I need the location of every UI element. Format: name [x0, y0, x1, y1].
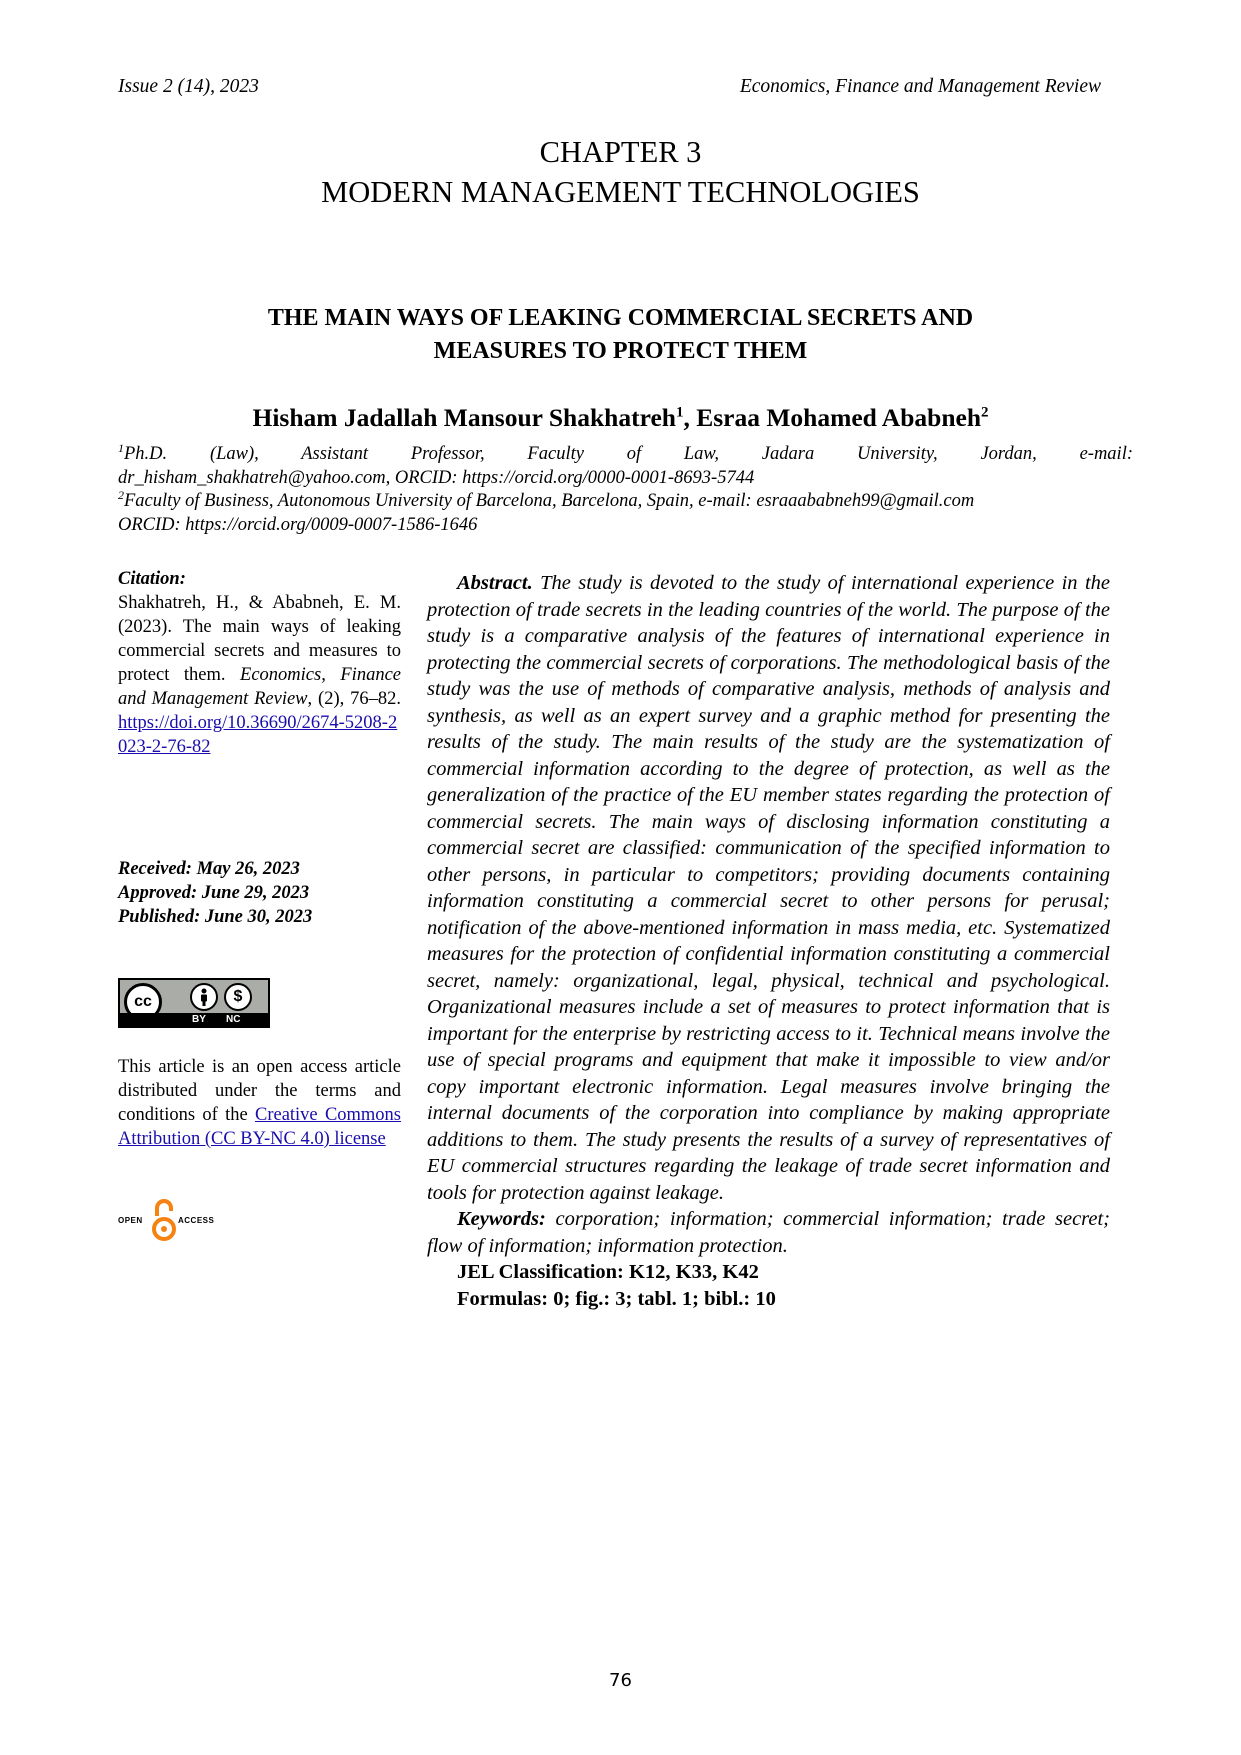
author-name: Hisham Jadallah Mansour Shakhatreh: [252, 403, 676, 432]
journal-name: Economics, Finance and Management Review: [739, 76, 1101, 97]
cc-icon: cc: [124, 983, 162, 1021]
jel-classification: JEL Classification: K12, K33, K42: [457, 1261, 759, 1283]
citation-body: Shakhatreh, H., & Ababneh, E. M. (2023). The main ways of leaking commercial secrets and measures to protect them.: [118, 593, 401, 685]
formulas-count: Formulas: 0; fig.: 3; tabl. 1; bibl.: 10: [457, 1287, 776, 1310]
affiliation-1: [118, 437, 1133, 490]
page-number: 76: [609, 1670, 632, 1691]
keywords-label: Keywords:: [457, 1208, 546, 1230]
license-link[interactable]: Creative Commons Attribution (CC BY-NC 4.0) license: [118, 1105, 402, 1149]
attribution-icon: [190, 983, 218, 1011]
cc-by-label: BY: [192, 1014, 206, 1025]
article-title-line-1: THE MAIN WAYS OF LEAKING COMMERCIAL SECRETS AND: [267, 305, 974, 331]
abstract-paragraph: [427, 570, 1110, 1206]
running-header: [118, 76, 1101, 102]
sidebar: [118, 567, 402, 927]
abstract-label: Abstract.: [457, 572, 533, 594]
received-date: Received: May 26, 2023: [118, 859, 300, 879]
citation-text: [118, 591, 401, 759]
citation-tail: , (2), 76–82.: [307, 689, 402, 709]
affiliation-1-line-1: Ph.D. (Law), Assistant Professor, Faculty of Law, Jadara University, Jordan, e-mail:: [124, 444, 1133, 465]
cc-license-badge[interactable]: [118, 978, 270, 1028]
open-access-text-left: OPEN: [118, 1216, 143, 1225]
issue-label: Issue 2 (14), 2023: [118, 76, 259, 97]
keywords-paragraph: [427, 1206, 1110, 1259]
published-date: Published: June 30, 2023: [118, 907, 313, 927]
article-title: [140, 302, 1101, 368]
non-commercial-icon: $: [224, 983, 252, 1011]
open-access-text-right: ACCESS: [178, 1216, 215, 1225]
keywords-text: corporation; information; commercial information; trade secret; flow of information; information protection.: [427, 1208, 1110, 1257]
publication-dates: [118, 857, 312, 929]
chapter-title: MODERN MANAGEMENT TECHNOLOGIES: [321, 175, 920, 209]
open-access-logo: [118, 1198, 228, 1244]
chapter-number: CHAPTER 3: [539, 135, 702, 169]
citation-journal: Economics, Finance and Management Review: [118, 665, 401, 709]
citation-label: Citation:: [118, 569, 186, 589]
abstract-section: [427, 570, 1110, 1312]
affiliation-2-line-2: ORCID: https://orcid.org/0009-0007-1586-1646: [118, 514, 478, 535]
author-affiliation-marker: 2: [981, 404, 989, 421]
affiliation-2-line-1: Faculty of Business, Autonomous University of Barcelona, Barcelona, Spain, e-mail: esraaababneh99@gmail.com: [124, 491, 975, 512]
author-name: Esraa Mohamed Ababneh: [696, 403, 981, 432]
approved-date: Approved: June 29, 2023: [118, 883, 310, 903]
chapter-heading: [0, 132, 1241, 212]
open-lock-icon: [151, 1198, 177, 1244]
doi-link[interactable]: https://doi.org/10.36690/2674-5208-2023-2-76-82: [118, 713, 398, 757]
license-text: This article is an open access article distributed under the terms and conditions of the: [118, 1057, 401, 1125]
article-title-line-2: MEASURES TO PROTECT THEM: [433, 338, 808, 364]
affiliation-2: [118, 484, 1133, 537]
affiliation-1-line-2: dr_hisham_shakhatreh@yahoo.com, ORCID: https://orcid.org/0000-0001-8693-5744: [118, 467, 755, 488]
affiliation-marker: 2: [118, 488, 124, 502]
author-list: Hisham Jadallah Mansour Shakhatreh$^1$, Esraa Mohamed Ababneh$^2$: [252, 403, 989, 432]
author-affiliation-marker: 1: [675, 404, 684, 421]
affiliation-marker: 1: [118, 441, 124, 455]
cc-nc-label: NC: [226, 1014, 241, 1025]
license-statement: [118, 1055, 401, 1151]
abstract-text: The study is devoted to the study of international experience in the protection of trade secrets in the leading countries of the world. The purpose of the study is a comparative analysis of the features of international experience in protecting the commercial secrets of corporations. The methodological basis of the study was the use of methods of comparative analysis, methods of analysis and synthesis, as well as an expert survey and a graphic method for presenting the results of the study. The main results of the study are the systematization of commercial information according to the degree of protection, as well as the generalization of the practice of the EU member states regarding the protection of commercial secrets. The main ways of disclosing information constituting a commercial secret are classified: communication of the specified information to other persons, in particular to competitors; providing documents containing information constituting a commercial secret to other persons for perusal; notification of the above-mentioned information in mass media, etc. Systematized measures for the protection of confidential information constituting a commercial secret, namely: organizational, legal, physical, technical and psychological. Organizational measures include a set of measures to protect information that is important for the enterprise by restricting access to it. Technical means involve the use of special programs and equipment that make it impossible to view and/or copy important electronic information. Legal measures involve bringing the internal documents of the corporation into compliance by making appropriate additions to them. The study presents the results of a survey of representatives of EU commercial structures regarding the leakage of trade secret information and tools for protection against leakage.: [427, 572, 1110, 1204]
